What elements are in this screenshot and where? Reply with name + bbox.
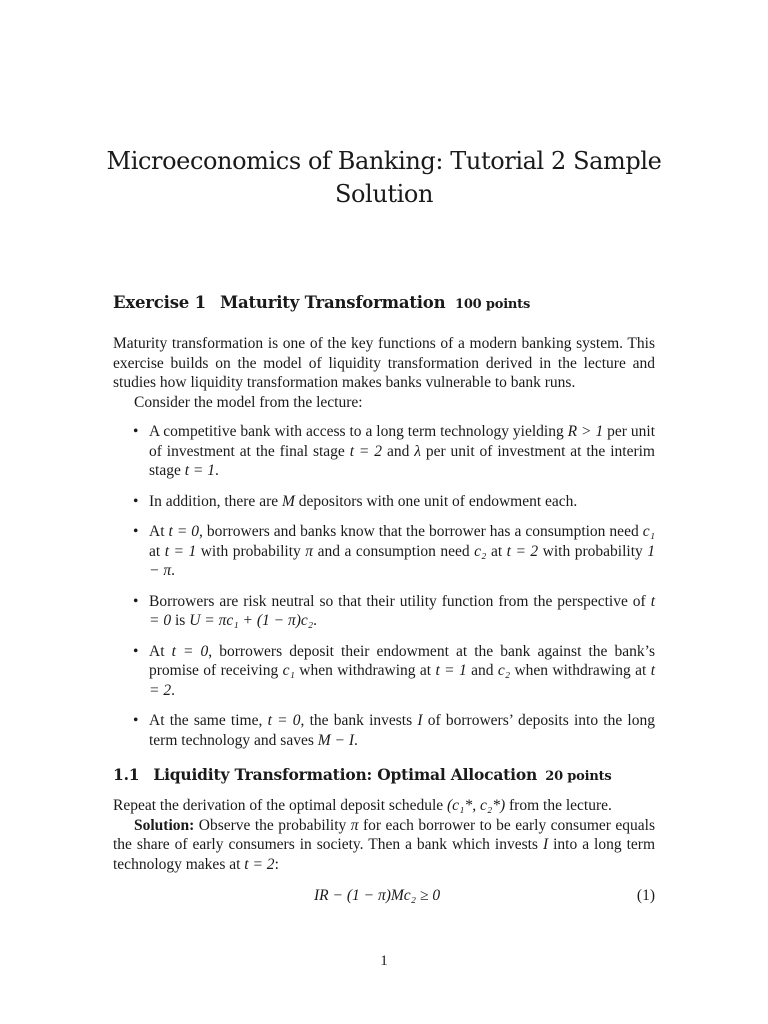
text: . <box>215 462 219 479</box>
text: for each borrower to be early consumer equals the share of early consumers in society. Then a bank which invests <box>113 816 655 853</box>
text: into a long term technology makes at <box>113 836 656 873</box>
math: R > 1 <box>567 423 604 440</box>
list-item <box>113 592 655 631</box>
text: and <box>382 442 415 460</box>
math: π <box>305 542 314 560</box>
exercise-intro: Maturity transformation is one of the key functions of a modern banking system. This exercise builds on the model of liquidity transformation derived in the lecture and studies how liquidity transformation makes banks vulnerable to bank runs. <box>113 335 655 391</box>
bullet-icon: • <box>133 492 139 510</box>
text: from the lecture. <box>505 797 612 814</box>
text: is <box>171 612 190 629</box>
bullet-icon: • <box>133 523 139 540</box>
math: I <box>542 836 549 853</box>
model-assumptions-list <box>113 422 655 750</box>
math: t = 1 <box>435 662 467 679</box>
text: . <box>171 681 175 699</box>
bullet-icon: • <box>133 712 139 729</box>
exercise-points: 100 points <box>454 297 531 312</box>
text: when withdrawing at <box>510 662 651 679</box>
math: t = 2 <box>244 855 275 873</box>
task-statement <box>113 796 655 816</box>
math: t = 2 <box>506 542 539 560</box>
list-item <box>113 422 655 481</box>
list-item <box>113 642 655 701</box>
math: c₁ <box>282 662 295 679</box>
text: , the bank invests <box>300 712 418 729</box>
title-line-2: Solution <box>334 180 434 208</box>
text: when withdrawing at <box>294 662 436 679</box>
text: At <box>149 523 169 540</box>
text: depositors with one unit of endowment each. <box>294 492 578 510</box>
math: t = 1 <box>164 542 197 560</box>
text: per unit of investment at the final stage <box>149 423 655 460</box>
math: c₁ <box>642 523 655 540</box>
page-number: 1 <box>380 953 388 969</box>
text: with probability <box>538 542 648 560</box>
list-item <box>113 522 655 581</box>
list-item <box>113 492 655 512</box>
math: (c₁*, c₂*) <box>447 797 506 814</box>
text: Borrowers are risk neutral so that their utility function from the perspective of <box>149 592 651 610</box>
exercise-consider: Consider the model from the lecture: <box>134 393 363 411</box>
title-line-1: Microeconomics of Banking: Tutorial 2 Sample <box>106 147 662 175</box>
text: at <box>486 542 507 560</box>
math: λ <box>414 442 421 460</box>
math: c₂ <box>474 542 487 560</box>
text: with probability <box>196 542 306 560</box>
solution-label: Solution: <box>134 816 195 834</box>
text: In addition, there are <box>149 492 282 510</box>
math: c₂ <box>497 662 511 679</box>
list-item <box>113 711 655 750</box>
math: t = 0 <box>149 592 655 629</box>
document-title <box>0 145 768 211</box>
bullet-icon: • <box>133 423 139 440</box>
text: and a consumption need <box>313 542 475 560</box>
text: A competitive bank with access to a long term technology yielding <box>149 423 568 440</box>
equation-1 <box>113 886 655 908</box>
section-number: 1.1 <box>113 765 140 784</box>
math: M − I <box>317 731 355 749</box>
equation-body: IR − (1 − π)Mc₂ ≥ 0 <box>314 887 441 904</box>
exercise-heading <box>113 292 655 316</box>
math: I <box>417 712 423 729</box>
equation-number: (1) <box>636 887 655 904</box>
text: per unit of investment at the interim stage <box>149 442 655 479</box>
math: π <box>350 816 359 834</box>
math: t = 0 <box>168 523 200 540</box>
document-body <box>113 292 655 908</box>
exercise-label: Exercise 1 <box>113 293 206 312</box>
section-title: Liquidity Transformation: Optimal Allocation <box>153 765 538 784</box>
math: U = πc₁ + (1 − π)c₂ <box>189 612 314 629</box>
math: t = 2 <box>349 442 383 460</box>
text: . <box>313 612 318 629</box>
text: . <box>171 562 175 579</box>
text: Repeat the derivation of the optimal deposit schedule <box>113 797 448 814</box>
text: : <box>274 855 279 873</box>
text: , borrowers deposit their endowment at the bank against the bank’s promise of receiving <box>149 642 655 679</box>
text: . <box>354 731 358 749</box>
text: of borrowers’ deposits into the long term technology and saves <box>149 712 655 749</box>
math: t = 2 <box>149 662 655 699</box>
text: Observe the probability <box>194 816 351 834</box>
text: At the same time, <box>149 712 268 729</box>
text: , borrowers and banks know that the borrower has a consumption need <box>199 523 643 540</box>
section-heading <box>113 764 655 788</box>
math: t = 0 <box>171 642 209 660</box>
math: t = 1 <box>184 462 216 479</box>
solution-paragraph <box>113 816 655 875</box>
section-points: 20 points <box>545 769 612 784</box>
bullet-icon: • <box>133 642 139 660</box>
text: At <box>149 642 172 660</box>
math: M <box>281 492 295 510</box>
text: and <box>466 662 498 679</box>
math: t = 0 <box>267 712 301 729</box>
exercise-title: Maturity Transformation <box>219 293 446 312</box>
bullet-icon: • <box>133 592 139 610</box>
math: 1 − π <box>149 542 655 579</box>
text: at <box>149 542 165 560</box>
